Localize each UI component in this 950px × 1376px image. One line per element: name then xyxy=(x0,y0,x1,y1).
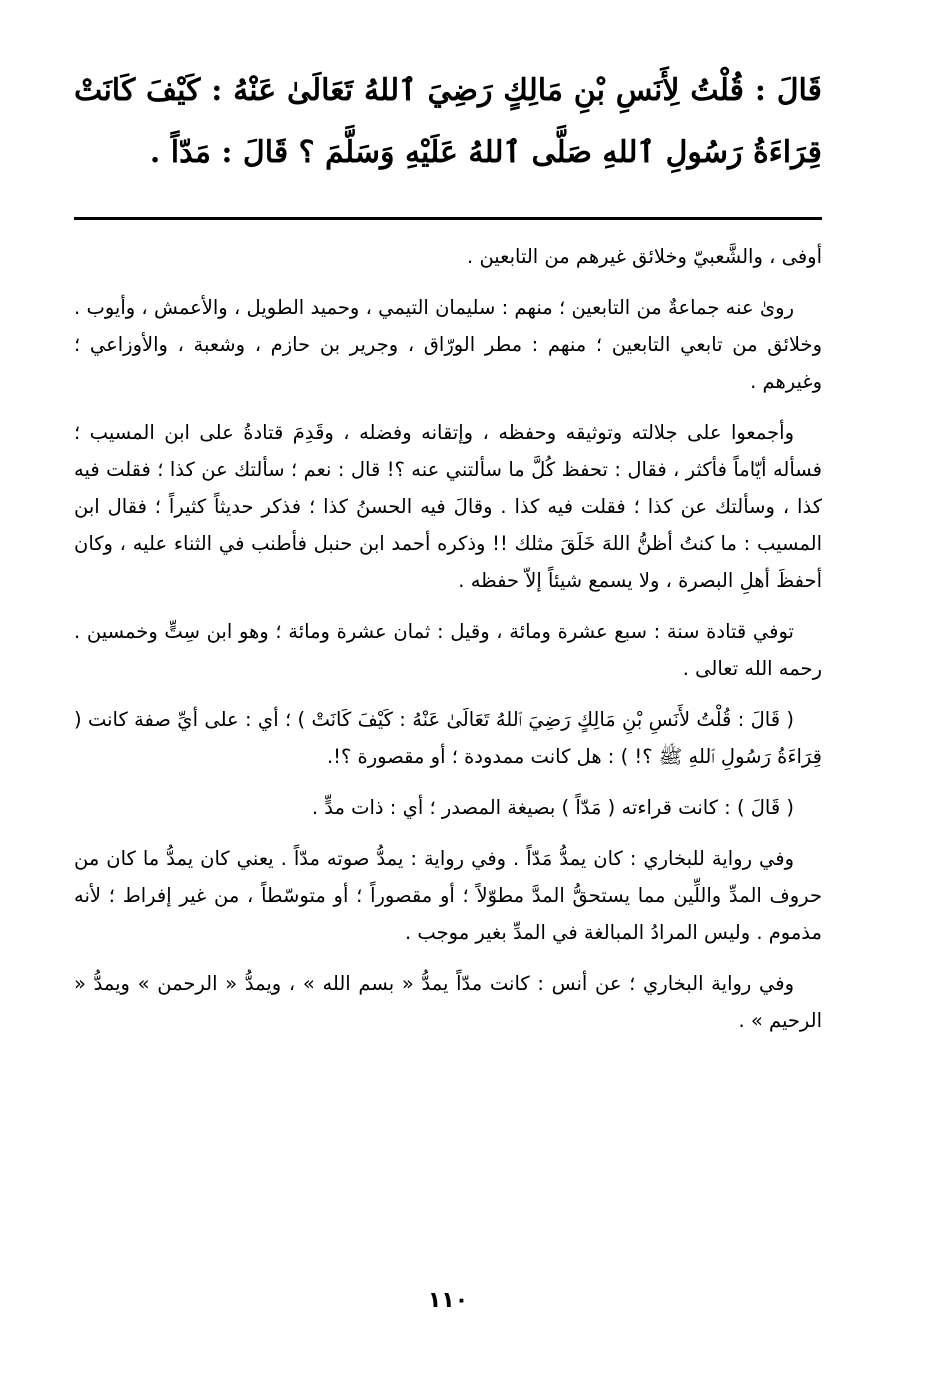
page-number: ١١٠ xyxy=(427,1288,469,1313)
hadith-text: قَالَ : قُلْتُ لِأَنَسِ بْنِ مَالِكٍ رَضِيَ ٱللهُ تَعَالَىٰ عَنْهُ : كَيْفَ كَانَتْ قِرَاءَةُ رَسُولِ ٱللهِ صَلَّى ٱللهُ عَلَيْهِ وَسَلَّمَ ؟ قَالَ : مَدّاً . xyxy=(74,73,822,170)
commentary-paragraph: ( قَالَ ) : كانت قراءته ( مَدّاً ) بصيغة المصدر ؛ أي : ذات مدٍّ . xyxy=(311,796,794,819)
commentary-paragraph: وفي رواية للبخاري : كان يمدُّ مَدّاً . وفي رواية : يمدُّ صوته مدّاً . يعني كان يمدُّ ما كان من حروف المدِّ واللِّين مما يستحقُّ المدَّ مطوّلاً ؛ أو مقصوراً ؛ أو متوسّطاً ، من غير إفراط ؛ لأنه مذموم . وليس المرادُ المبالغة في المدِّ بغير موجب . xyxy=(74,847,822,944)
commentary-section xyxy=(74,238,822,1053)
commentary-paragraph: وأجمعوا على جلالته وتوثيقه وحفظه ، وإتقانه وفضله ، وقَدِمَ قتادةُ على ابن المسيب ؛ فسأله أيّاماً فأكثر ، فقال : تحفظ كُلَّ ما سألتني عنه ؟! قال : نعم ؛ سألتك عن كذا ؛ فقلت فيه كذا ، وسألتك عن كذا ؛ فقلت فيه كذا . وقالَ فيه الحسنُ كذا ؛ فذكر حديثاً كثيراً ؛ فقال ابن المسيب : ما كنتُ أظنُّ اللهَ خَلَقَ مثلك !! وذكره أحمد ابن حنبل فأطنب في الثناء عليه ، وكان أحفظَ أهلِ البصرة ، ولا يسمع شيئاً إلاّ حفظه . xyxy=(74,421,822,592)
commentary-paragraph: وفي رواية البخاري ؛ عن أنس : كانت مدّاً يمدُّ « بسم الله » ، ويمدُّ « الرحمن » ويمدُّ « الرحيم » . xyxy=(74,972,822,1032)
book-page xyxy=(74,60,822,1320)
commentary-paragraph: أوفى ، والشَّعبيّ وخلائق غيرهم من التابعين . xyxy=(467,245,822,268)
commentary-paragraph: ( قَالَ : قُلْتُ لأَنَسِ بْنِ مَالِكٍ رَضِيَ ٱللهُ تَعَالَىٰ عَنْهُ : كَيْفَ كَانَتْ ) ؛ أي : على أيِّ صفة كانت ( قِرَاءَةُ رَسُولِ ٱللهِ ﷺ ؟! ) : هل كانت ممدودة ؛ أو مقصورة ؟!. xyxy=(74,708,822,768)
separator-line xyxy=(74,217,822,220)
commentary-paragraph: توفي قتادة سنة : سبع عشرة ومائة ، وقيل : ثمان عشرة ومائة ؛ وهو ابن سِتٍّ وخمسين . رحمه الله تعالى . xyxy=(74,620,822,680)
commentary-paragraph: روىٰ عنه جماعةٌ من التابعين ؛ منهم : سليمان التيمي ، وحميد الطويل ، والأعمش ، وأيوب . وخلائق من تابعي التابعين ؛ منهم : مطر الورّاق ، وجرير بن حازم ، وشعبة ، والأوزاعي ؛ وغيرهم . xyxy=(74,296,822,393)
